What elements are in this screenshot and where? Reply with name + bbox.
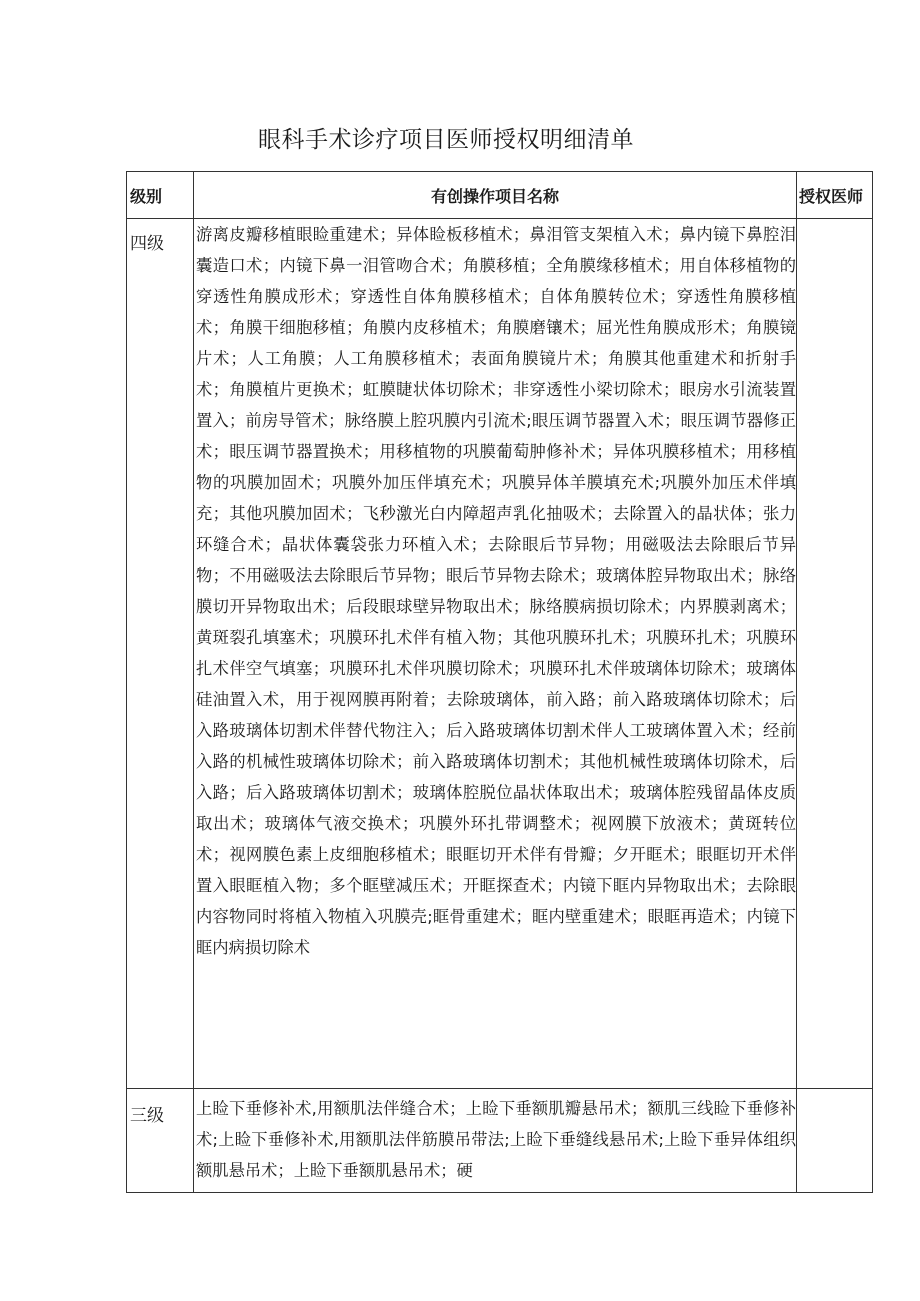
table-row bbox=[127, 1089, 873, 1193]
row-procedure-list: 游离皮瓣移植眼睑重建术；异体睑板移植术；鼻泪管支架植入术；鼻内镜下鼻腔泪囊造口术；内镜下鼻一泪管吻合术；角膜移植；全角膜缘移植术；用自体移植物的穿透性角膜成形术；穿透性自体角膜移植术；自体角膜转位术；穿透性角膜移植术；角膜干细胞移植；角膜内皮移植术；角膜磨镶术；屈光性角膜成形术；角膜镜片术；人工角膜；人工角膜移植术；表面角膜镜片术；角膜其他重建术和折射手术；角膜植片更换术；虹膜睫状体切除术；非穿透性小梁切除术；眼房水引流装置置入；前房导管术；脉络膜上腔巩膜内引流术;眼压调节器置入术；眼压调节器修正术；眼压调节器置换术；用移植物的巩膜葡萄肿修补术；异体巩膜移植术；用移植物的巩膜加固术；巩膜外加压伴填充术；巩膜异体羊膜填充术;巩膜外加压术伴填充；其他巩膜加固术；飞秒激光白内障超声乳化抽吸术；去除置入的晶状体；张力环缝合术；晶状体囊袋张力环植入术；去除眼后节异物；用磁吸法去除眼后节异物；不用磁吸法去除眼后节异物；眼后节异物去除术；玻璃体腔异物取出术；脉络膜切开异物取出术；后段眼球壁异物取出术；脉络膜病损切除术；内界膜剥离术；黄斑裂孔填塞术；巩膜环扎术伴有植入物；其他巩膜环扎术；巩膜环扎术；巩膜环扎术伴空气填塞；巩膜环扎术伴巩膜切除术；巩膜环扎术伴玻璃体切除术；玻璃体硅油置入术，用于视网膜再附着；去除玻璃体，前入路；前入路玻璃体切除术；后入路玻璃体切割术伴替代物注入；后入路玻璃体切割术伴人工玻璃体置入术；经前入路的机械性玻璃体切除术；前入路玻璃体切割术；其他机械性玻璃体切除术，后入路；后入路玻璃体切割术；玻璃体腔脱位晶状体取出术；玻璃体腔残留晶体皮质取出术；玻璃体气液交换术；巩膜外环扎带调整术；视网膜下放液术；黄斑转位术；视网膜色素上皮细胞移植术；眼眶切开术伴有骨瓣；夕开眶术；眼眶切开术伴置入眼眶植入物；多个眶壁减压术；开眶探查术；内镜下眶内异物取出术；去除眼内容物同时将植入物植入巩膜壳;眶骨重建术；眶内壁重建术；眼眶再造术；内镜下眶内病损切除术 bbox=[194, 219, 797, 1089]
row-authorized-doctor bbox=[797, 1089, 873, 1193]
header-level: 级别 bbox=[127, 172, 194, 219]
authorization-table bbox=[126, 171, 873, 1193]
header-authorized-doctor: 授权医师 bbox=[797, 172, 873, 219]
row-level: 四级 bbox=[127, 219, 194, 1089]
table-row bbox=[127, 219, 873, 1089]
row-level: 三级 bbox=[127, 1089, 194, 1193]
document-title: 眼科手术诊疗项目医师授权明细清单 bbox=[258, 127, 634, 153]
table-header-row bbox=[127, 172, 873, 219]
header-procedure-name: 有创操作项目名称 bbox=[194, 172, 797, 219]
row-authorized-doctor bbox=[797, 219, 873, 1089]
row-procedure-list: 上睑下垂修补术,用额肌法伴缝合术；上睑下垂额肌瓣悬吊术；额肌三线睑下垂修补术;上睑下垂修补术,用额肌法伴筋膜吊带法;上睑下垂缝线悬吊术;上睑下垂异体组织额肌悬吊术；上睑下垂额肌悬吊术；硬 bbox=[194, 1089, 797, 1193]
